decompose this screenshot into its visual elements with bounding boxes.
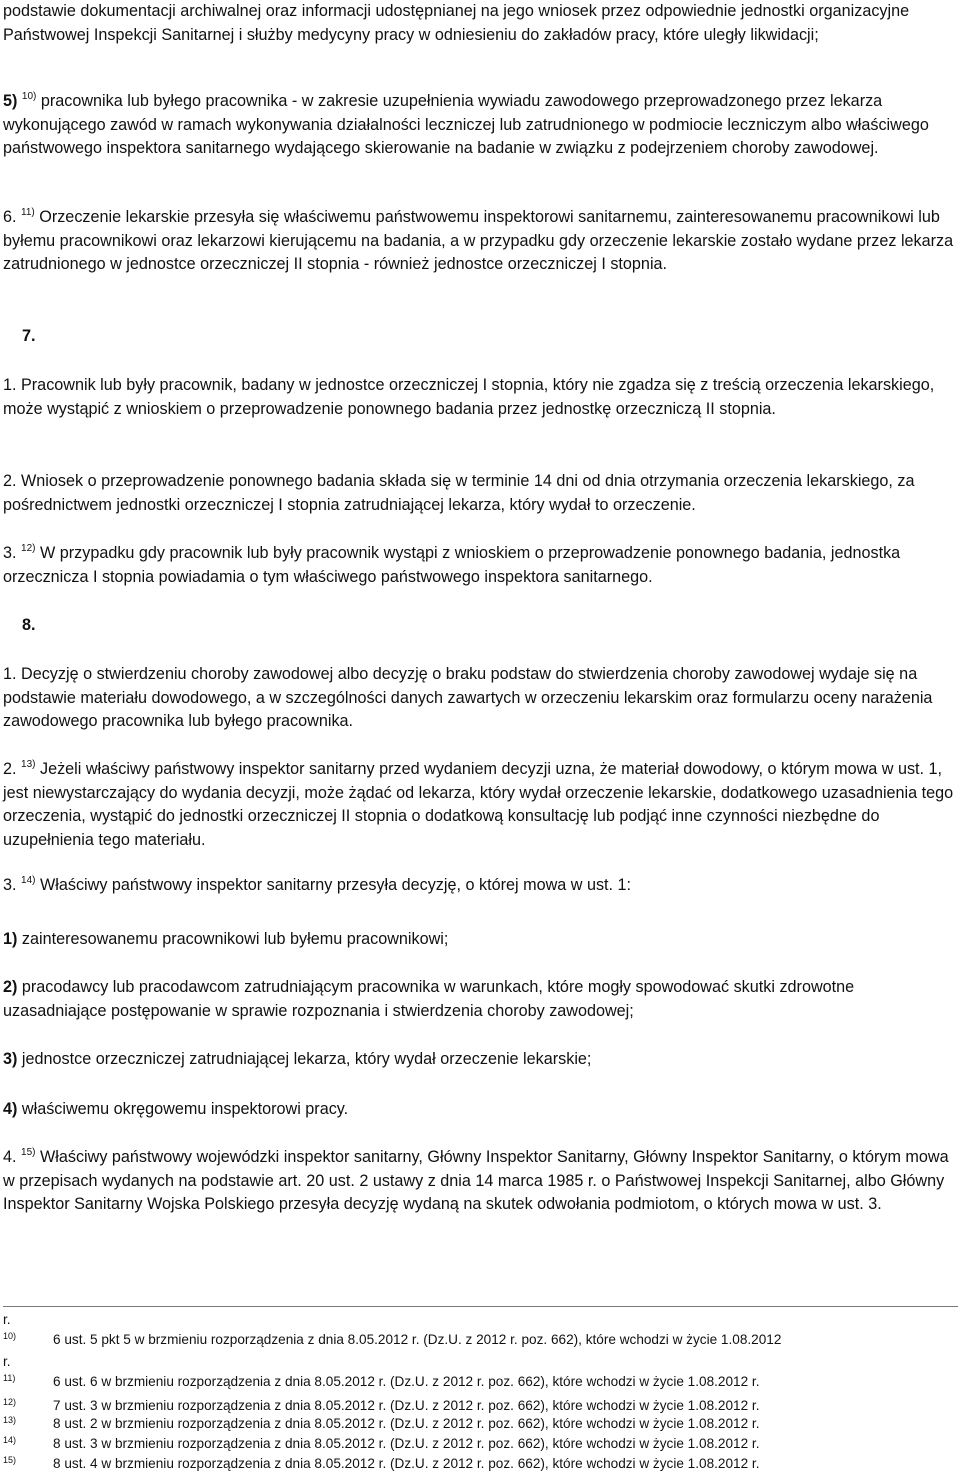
footnote-number: 15) [3,1455,17,1465]
intro-paragraph: podstawie dokumentacji archiwalnej oraz informacji udostępnianej na jego wniosek przez odpowiednie jednostki organizacyjne Państwowej Inspekcji Sanitarnej i służby medycyny pracy w odniesieniu do zakładów pracy, które uległy likwidacji; [3,2,910,44]
footnote-ref-11[interactable]: 11) [21,207,35,218]
paragraph-6 [3,206,957,277]
footnote-prefix: r. [3,1354,11,1369]
footnote-text: 6 ust. 6 w brzmieniu rozporządzenia z dnia 8.05.2012 r. (Dz.U. z 2012 r. poz. 662), które wchodzi w życie 1.08.2012 r. [53,1374,760,1389]
section-8-para-2-text: Jeżeli właściwy państwowy inspektor sanitarny przed wydaniem decyzji uzna, że materiał dowodowy, o którym mowa w ust. 1, jest niewystarczający do wydania decyzji, może żądać od lekarza, który wydał orzeczenie lekarskie, dodatkowego uzasadnienia tego orzeczenia, wystąpić do jednostki orzeczniczej II stopnia o dodatkową konsultację lub podjąć inne czynności niezbędne do uzupełnienia tego materiału. [3,760,954,849]
section-8-para-2-number: 2. [3,760,17,778]
list-item-2-text: pracodawcy lub pracodawcom zatrudniającym pracownika w warunkach, które mogły spowodować skutki zdrowotne uzasadniające postępowanie w sprawie rozpoznania i stwierdzenia choroby zawodowej; [3,978,855,1020]
footnote-text: 7 ust. 3 w brzmieniu rozporządzenia z dnia 8.05.2012 r. (Dz.U. z 2012 r. poz. 662), które wchodzi w życie 1.08.2012 r. [53,1398,760,1413]
item-5-text: pracownika lub byłego pracownika - w zakresie uzupełnienia wywiadu zawodowego przeprowadzonego przez lekarza wykonującego zawód w ramach wykonywania działalności leczniczej lub zatrudnionego w podmiocie leczniczym albo właściwego państwowego inspektora sanitarnego wydającego skierowanie na badanie w związku z podejrzeniem choroby zawodowej. [3,92,929,158]
footnote-prefix: r. [3,1312,11,1327]
section-8-para-2 [3,758,957,852]
item-5-number: 5) [3,92,18,110]
footnote-text: 8 ust. 4 w brzmieniu rozporządzenia z dnia 8.05.2012 r. (Dz.U. z 2012 r. poz. 662), które wchodzi w życie 1.08.2012 r. [53,1456,760,1471]
footnote-10 [3,1312,781,1348]
footnote-text: 6 ust. 5 pkt 5 w brzmieniu rozporządzenia z dnia 8.05.2012 r. (Dz.U. z 2012 r. poz. 662), które wchodzi w życie 1.08.2012 [53,1332,782,1347]
footnote-ref-13[interactable]: 13) [21,759,36,770]
section-7-para-1: 1. Pracownik lub były pracownik, badany w jednostce orzeczniczej I stopnia, który nie zgadza się z treścią orzeczenia lekarskiego, może wystąpić z wnioskiem o przeprowadzenie ponownego badania przez jednostkę orzeczniczą II stopnia. [3,376,935,418]
list-item-4-number: 4) [3,1100,18,1118]
section-8-para-4-number: 4. [3,1148,17,1166]
list-item-3 [3,1048,591,1072]
footnote-number: 14) [3,1435,17,1445]
footnote-text: 8 ust. 2 w brzmieniu rozporządzenia z dnia 8.05.2012 r. (Dz.U. z 2012 r. poz. 662), które wchodzi w życie 1.08.2012 r. [53,1416,760,1431]
footnote-number: 13) [3,1415,17,1425]
list-item-1-number: 1) [3,930,18,948]
list-item-2 [3,976,957,1023]
footnote-number: 12) [3,1397,17,1407]
footnote-number: 10) [3,1331,17,1341]
section-7-para-3-text: W przypadku gdy pracownik lub były pracownik wystąpi z wnioskiem o przeprowadzenie ponownego badania, jednostka orzecznicza I stopnia powiadamia o tym właściwego państwowego inspektora sanitarnego. [3,544,901,586]
section-8-para-4 [3,1146,957,1217]
list-item-2-number: 2) [3,978,18,996]
section-7-para-3 [3,542,957,589]
list-item-4 [3,1098,348,1122]
footnote-ref-14[interactable]: 14) [21,875,36,886]
list-item-1 [3,928,448,952]
footnote-ref-12[interactable]: 12) [21,543,36,554]
section-8-para-1: 1. Decyzję o stwierdzeniu choroby zawodowej albo decyzję o braku podstaw do stwierdzenia choroby zawodowej wydaje się na podstawie materiału dowodowego, a w szczególności danych zawartych w orzeczeniu lekarskim oraz formularzu oceny narażenia zawodowego pracownika lub byłego pracownika. [3,665,933,731]
list-item-4-text: właściwemu okręgowemu inspektorowi pracy. [21,1100,349,1118]
section-8-para-3 [3,874,631,898]
footnote-ref-10[interactable]: 10) [21,91,37,102]
item-5 [3,90,957,161]
section-7-para-2: 2. Wniosek o przeprowadzenie ponownego badania składa się w terminie 14 dni od dnia otrzymania orzeczenia lekarskiego, za pośrednictwem jednostki orzeczniczej I stopnia zatrudniającej lekarza, który wydał to orzeczenie. [3,472,915,514]
list-item-3-number: 3) [3,1050,18,1068]
footnote-15 [3,1452,760,1472]
footnote-13 [3,1412,760,1432]
footnote-ref-15[interactable]: 15) [21,1147,36,1158]
section-8-para-3-text: Właściwy państwowy inspektor sanitarny przesyła decyzję, o której mowa w ust. 1: [39,876,632,894]
list-item-3-text: jednostce orzeczniczej zatrudniającej lekarza, który wydał orzeczenie lekarskie; [21,1050,592,1068]
paragraph-6-text: Orzeczenie lekarskie przesyła się właściwemu państwowemu inspektorowi sanitarnemu, zainteresowanemu pracownikowi lub byłemu pracownikowi oraz lekarzowi kierującemu na badania, a w przypadku gdy orzeczenie lekarskie zostało wydane przez lekarza zatrudnionego w jednostce orzeczniczej II stopnia - również jednostce orzeczniczej I stopnia. [3,208,954,274]
footnote-12 [3,1394,760,1414]
footnote-text: 8 ust. 3 w brzmieniu rozporządzenia z dnia 8.05.2012 r. (Dz.U. z 2012 r. poz. 662), które wchodzi w życie 1.08.2012 r. [53,1436,760,1451]
section-8-heading: 8. [22,616,36,634]
paragraph-6-number: 6. [3,208,17,226]
section-8-para-3-number: 3. [3,876,17,894]
footnote-number: 11) [3,1373,16,1383]
list-item-1-text: zainteresowanemu pracownikowi lub byłemu pracownikowi; [21,930,449,948]
footnote-separator [3,1306,958,1307]
section-7-heading: 7. [22,327,36,345]
section-8-para-4-text: Właściwy państwowy wojewódzki inspektor sanitarny, Główny Inspektor Sanitarny, Główny Inspektor Sanitarny, o którym mowa w przepisach wydanych na podstawie art. 20 ust. 2 ustawy z dnia 14 marca 1985 r. o Państwowej Inspekcji Sanitarnej, albo Główny Inspektor Sanitarny Wojska Polskiego przesyła decyzję wydaną na skutek odwołania podmiotom, o których mowa w ust. 3. [3,1148,949,1214]
footnote-11 [3,1354,760,1390]
section-7-para-3-number: 3. [3,544,17,562]
footnote-14 [3,1432,760,1452]
